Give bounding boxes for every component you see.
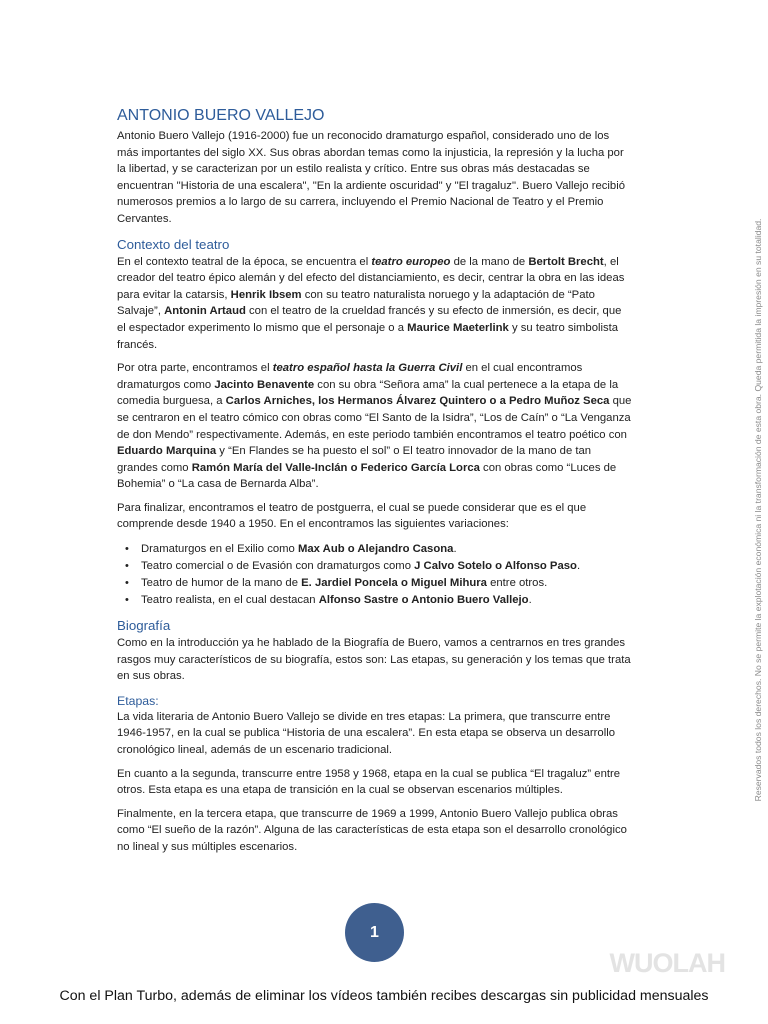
text-run: . (576, 560, 581, 573)
text-run: entre otros. (486, 577, 548, 590)
etapas-paragraph-3: Finalmente, en la tercera etapa, que transcurre de 1969 a 1999, Antonio Buero Vallejo publica obras como “El sueño de la razón”. Alguna de las características de esta etapa son el desarrollo cronológico no lineal y sus múltiples escenarios. (117, 807, 627, 853)
section-heading-contexto: Contexto del teatro (117, 236, 230, 252)
bold-name: J Calvo Sotelo o Alfonso Paso (414, 560, 577, 573)
text-run: Dramaturgos en el Exilio como (141, 543, 298, 556)
bold-name: Bertolt Brecht (528, 255, 604, 268)
bold-name: Maurice Maeterlink (407, 321, 509, 334)
wuolah-logo: WUOLAH (609, 947, 725, 978)
document-body (117, 106, 633, 863)
text-run: con su obra “Señora ama” la cual pertenece a la etapa de la comedia burguesa, a (117, 378, 619, 408)
bold-name: Antonin Artaud (164, 305, 246, 318)
text-run: En el contexto teatral de la época, se encuentra el (117, 255, 372, 268)
bold-name: Alfonso Sastre o Antonio Buero Vallejo (318, 594, 529, 607)
text-run: Teatro de humor de la mano de (141, 577, 302, 590)
bold-name: Carlos Arniches, los Hermanos Álvarez Quintero o a Pedro Muñoz Seca (225, 395, 610, 408)
etapas-paragraph-1: La vida literaria de Antonio Buero Vallejo se divide en tres etapas: La primera, que transcurre entre 1946-1957, en la cual se publica “Historia de una escalera”. En esta etapa se observa un desarrollo cronológico lineal, además de un escenario tradicional. (117, 710, 615, 757)
text-run: de la mano de (450, 255, 529, 268)
text-run: . (528, 594, 532, 607)
contexto-paragraph-1 (117, 254, 633, 354)
emphasis-text: teatro español hasta la Guerra Civil (272, 362, 463, 375)
page-number-badge: 1 (345, 903, 404, 962)
biografia-paragraph: Como en la introducción ya he hablado de la Biografía de Buero, vamos a centrarnos en tres grandes rasgos muy característicos de su biografía, estos son: Las etapas, su generación y los temas que trata en sus obras. (117, 637, 631, 683)
intro-paragraph: Antonio Buero Vallejo (1916-2000) fue un reconocido dramaturgo español, considerado uno de los más importantes del siglo XX. Sus obras abordan temas como la injusticia, la represión y la lucha por la libertad, y se caracterizan por un estilo realista y crítico. Entre sus obras más destacadas se encuentran "Historia de una escalera", "En la ardiente oscuridad" y "El tragaluz". Buero Vallejo recibió numerosos premios a lo largo de su carrera, incluyendo el Premio Nacional de Teatro y el Premio Cervantes. (117, 130, 626, 225)
copyright-side-note: Reservados todos los derechos. No se permite la explotación económica ni la transformación de esta obra. Queda permitida la impresión en su totalidad. (753, 218, 763, 802)
emphasis-text: teatro europeo (371, 255, 451, 268)
text-run: con el teatro de la crueldad francés y su efecto de inmersión, es decir, que el espectador experimento lo mismo que el personaje o a (117, 305, 622, 334)
contexto-paragraph-2 (117, 360, 633, 493)
text-run: Teatro realista, en el cual destacan (141, 594, 319, 607)
bold-name: Eduardo Marquina (117, 445, 217, 458)
section-heading-biografia: Biografía (117, 618, 171, 634)
bold-name: Ramón María del Valle-Inclán o Federico García Lorca (191, 461, 480, 474)
text-run: con su teatro naturalista noruego y la adaptación de “Pato Salvaje”, (117, 288, 595, 318)
list-item (141, 541, 633, 558)
etapas-paragraph-2: En cuanto a la segunda, transcurre entre 1958 y 1968, etapa en la cual se publica “El tragaluz” entre otros. Esta etapa es una etapa de transición en la cual se observan escenarios múltiples. (117, 767, 621, 797)
footer-promo-text[interactable]: Con el Plan Turbo, además de eliminar los vídeos también recibes descargas sin publicidad mensuales (59, 988, 709, 1004)
section-heading-etapas: Etapas: (117, 693, 159, 708)
bold-name: E. Jardiel Poncela o Miguel Mihura (301, 577, 487, 590)
document-title: ANTONIO BUERO VALLEJO (117, 107, 325, 124)
list-item (141, 558, 633, 575)
bold-name: Jacinto Benavente (214, 378, 315, 391)
text-run: en el cual encontramos dramaturgos como (117, 362, 583, 391)
text-run: y su teatro simbolista francés. (117, 321, 619, 351)
contexto-paragraph-3: Para finalizar, encontramos el teatro de postguerra, el cual se puede considerar que es el que comprende desde 1940 a 1950. En el encontramos las siguientes variaciones: (117, 501, 587, 531)
text-run: que se centraron en el teatro cómico con obras como “El Santo de la Isidra”, “Los de Caín” o “La Venganza de don Mendo” respectivamente. Además, en este periodo también encontramos el teatro poético con (117, 395, 632, 441)
bold-name: Max Aub o Alejandro Casona (297, 543, 454, 556)
text-run: y “En Flandes se ha puesto el sol” o El teatro innovador de la mano de tan grandes como (117, 445, 592, 474)
variations-list (117, 541, 633, 609)
text-run: Por otra parte, encontramos el (117, 362, 273, 375)
list-item (141, 575, 633, 592)
bold-name: Henrik Ibsem (230, 288, 302, 301)
text-run: con obras como “Luces de Bohemia” o “La casa de Bernarda Alba”. (117, 461, 617, 491)
list-item (141, 592, 633, 609)
text-run: . (453, 543, 457, 556)
text-run: Teatro comercial o de Evasión con dramaturgos como (141, 560, 415, 573)
text-run: , el creador del teatro épico alemán y del efecto del distanciamiento, es decir, centrar la obra en las ideas para evitar la catarsis, (117, 255, 625, 301)
